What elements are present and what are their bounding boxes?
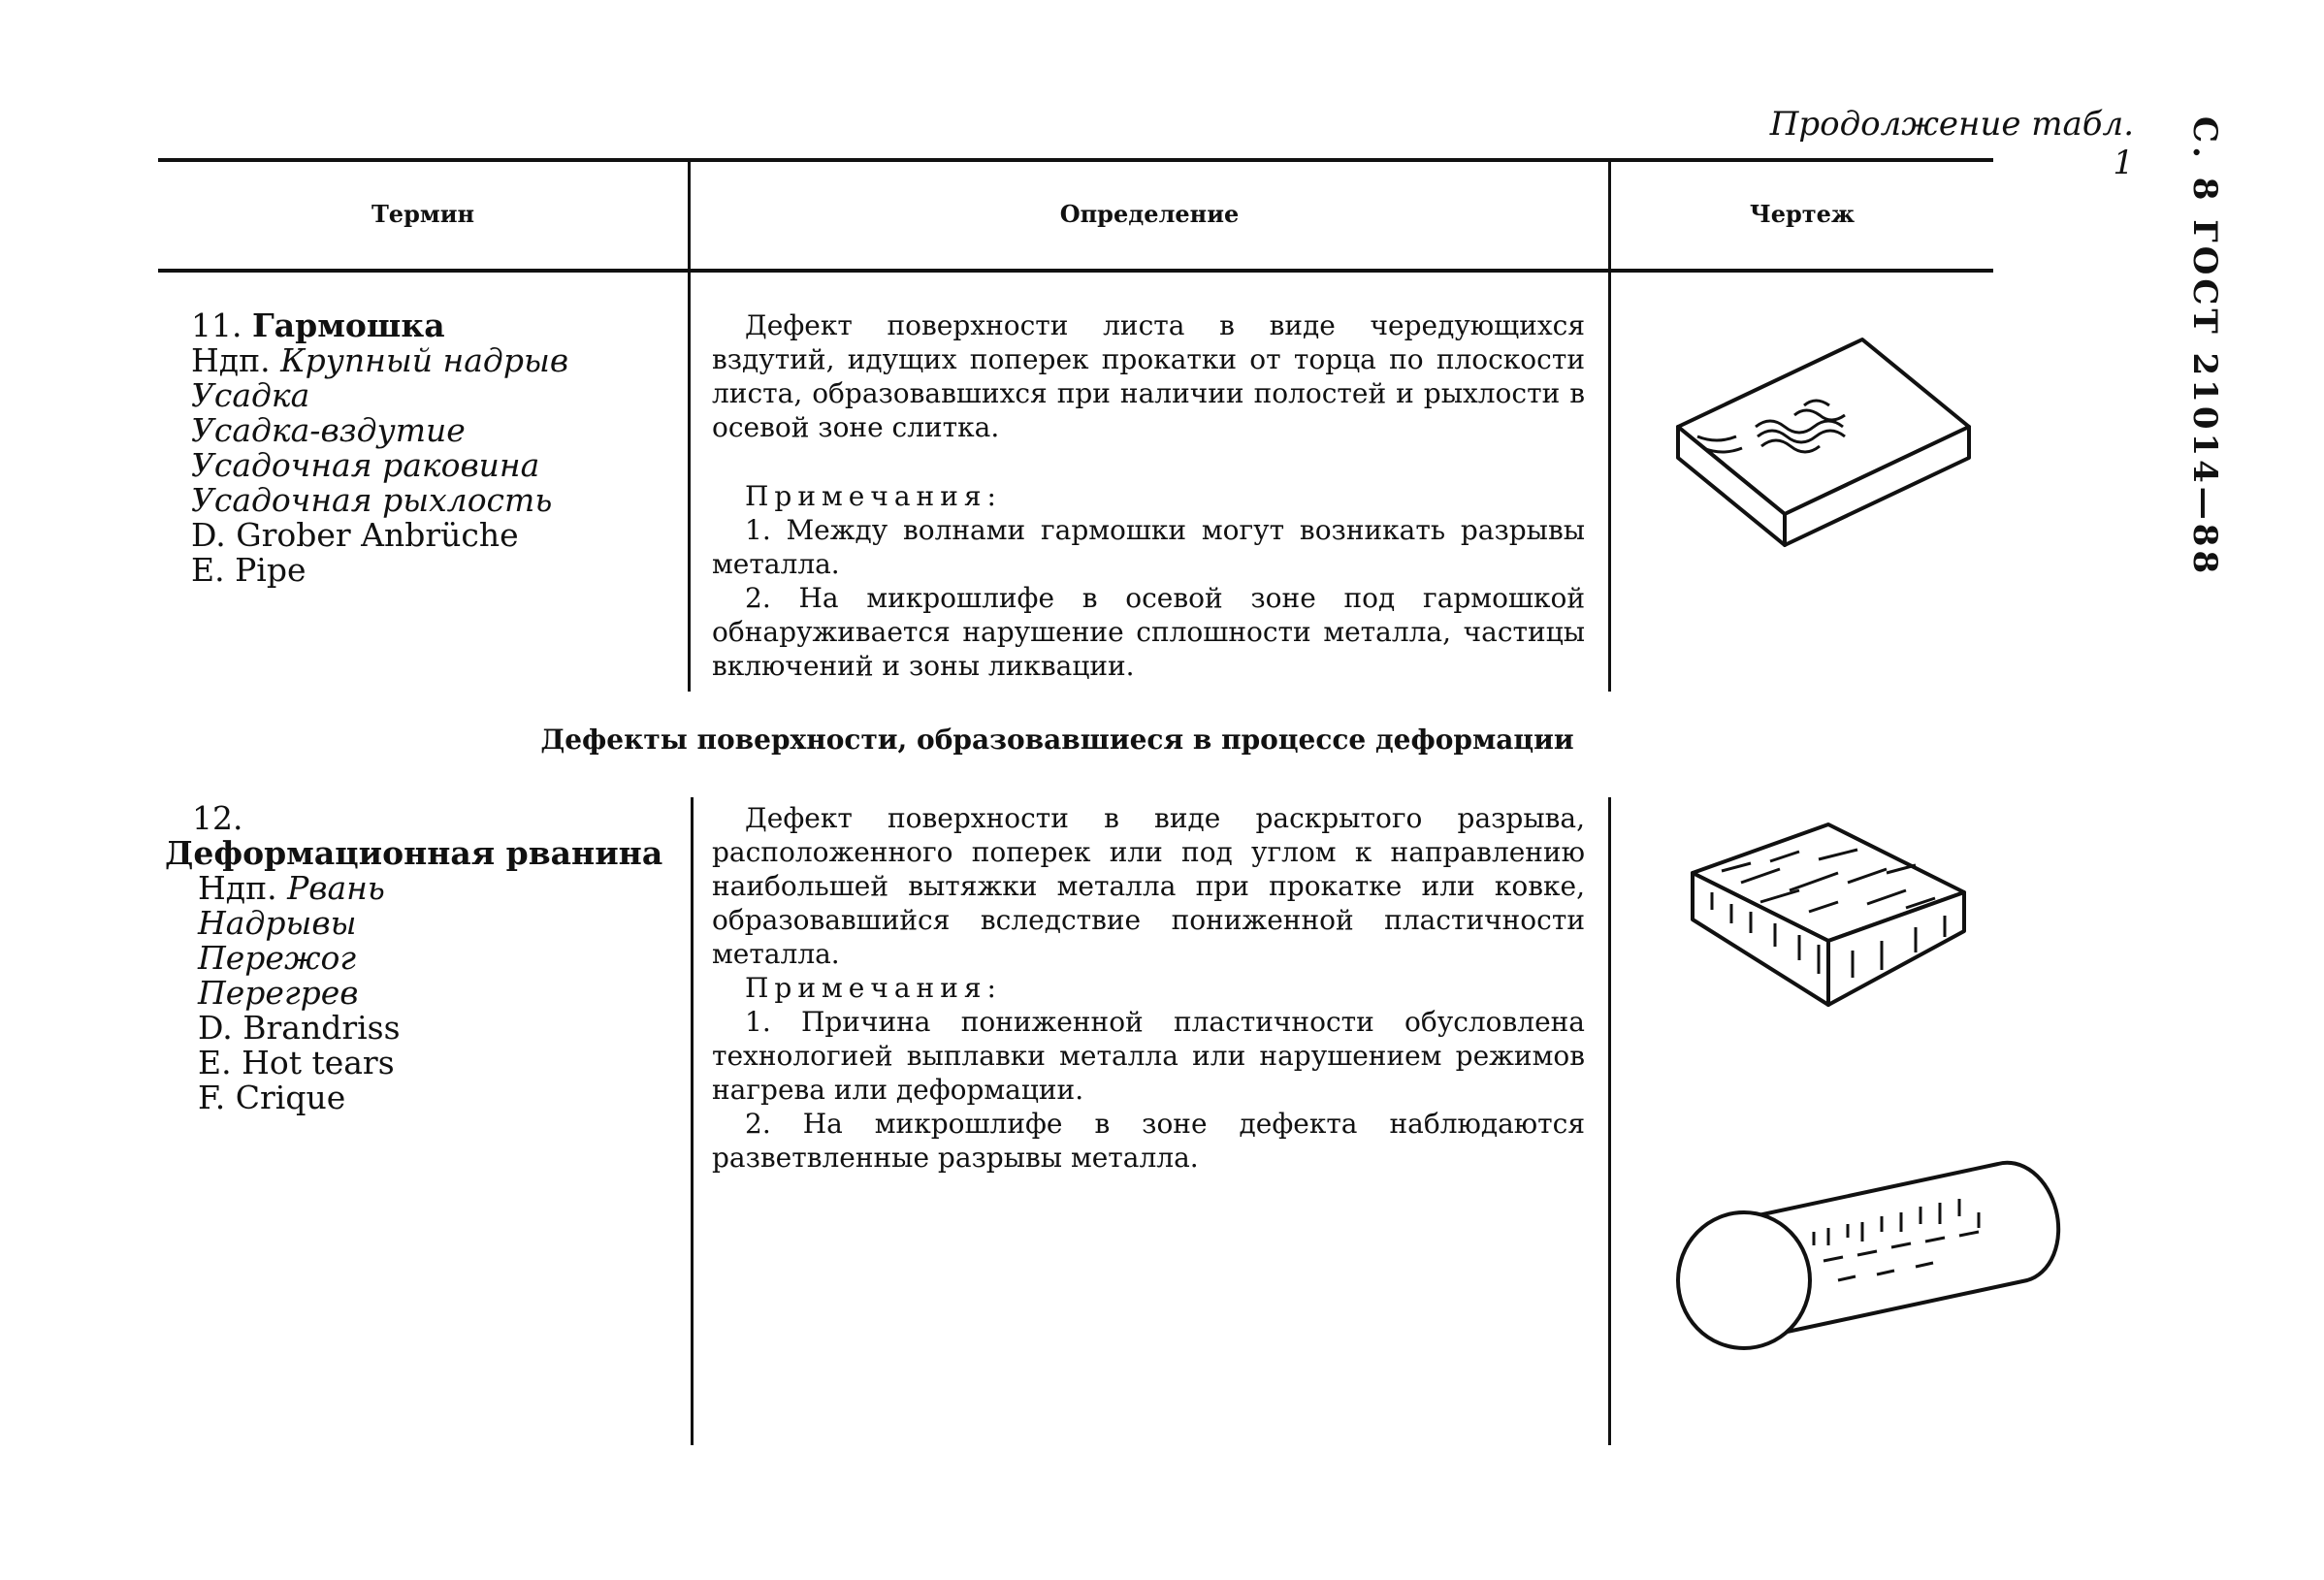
drawing-plate-accordion — [1668, 320, 1979, 553]
column-divider-2b — [1608, 797, 1611, 1445]
column-divider-1b — [691, 797, 694, 1445]
notes-title: Примечания: — [745, 972, 1002, 1004]
term-title: Гармошка — [251, 306, 445, 344]
foreign-equivalent: E. Pipe — [191, 551, 307, 589]
column-divider-2 — [1608, 158, 1611, 692]
definition-text: Дефект поверхности в виде раскрытого разрыва, расположенного поперек или под углом к направлению наибольшей вытяжки металла при прокатке или ковке, образовавшийся вследствие пониженной пластичности металла. — [712, 802, 1585, 970]
ndp-term: Перегрев — [198, 974, 359, 1012]
foreign-equivalent: D. Grober Anbrüche — [191, 516, 519, 554]
column-header-drawing: Чертеж — [1749, 200, 1856, 228]
column-header-term: Термин — [371, 200, 475, 228]
ndp-prefix: Ндп. — [191, 341, 271, 379]
ndp-term: Рвань — [287, 869, 385, 907]
term-title: Деформационная рванина — [165, 834, 663, 872]
foreign-equivalent: E. Hot tears — [198, 1044, 395, 1081]
gost-page-label: С. 8 ГОСТ 21014—88 — [2185, 116, 2224, 578]
column-header-definition: Определение — [1059, 200, 1240, 228]
definition-cell-11 — [712, 308, 1585, 683]
ndp-term: Усадка-вздутие — [191, 411, 466, 449]
table-header-bottom-rule — [158, 269, 1993, 273]
note-item: 2. На микрошлифе в зоне дефекта наблюдаются разветвленные разрывы металла. — [712, 1108, 1585, 1174]
foreign-equivalent: D. Brandriss — [198, 1009, 401, 1047]
definition-cell-12 — [712, 801, 1585, 1175]
notes-title: Примечания: — [745, 480, 1002, 512]
note-item: 1. Между волнами гармошки могут возникать разрывы металла. — [712, 514, 1585, 580]
ndp-prefix: Ндп. — [198, 869, 277, 907]
ndp-term: Крупный надрыв — [280, 341, 569, 379]
drawing-block-hot-tears — [1683, 815, 1974, 1018]
ndp-term: Усадка — [191, 376, 310, 414]
note-item: 2. На микрошлифе в осевой зоне под гармошкой обнаруживается нарушение сплошности металла, частицы включений и зоны ликвации. — [712, 582, 1585, 682]
page-side-label — [2178, 116, 2236, 578]
term-number: 12. — [192, 799, 243, 837]
column-divider-1 — [688, 158, 691, 692]
ndp-term: Усадочная раковина — [191, 446, 540, 484]
ndp-term: Пережог — [198, 939, 357, 977]
table-top-rule — [158, 158, 1993, 162]
ndp-term: Надрывы — [198, 904, 357, 942]
ndp-term: Усадочная рыхлость — [191, 481, 553, 519]
term-cell-11 — [191, 308, 568, 588]
term-cell-12 — [163, 801, 682, 1115]
drawing-round-bar — [1668, 1154, 2076, 1387]
table-continuation-caption: Продолжение табл. 1 — [1769, 105, 2134, 182]
definition-text: Дефект поверхности листа в виде чередующихся вздутий, идущих поперек прокатки от торца по плоскости листа, образовавшихся при наличии полостей и рыхлости в осевой зоне слитка. — [712, 309, 1585, 443]
term-number: 11. — [191, 306, 242, 344]
section-title: Дефекты поверхности, образовавшиеся в процессе деформации — [540, 724, 1574, 756]
note-item: 1. Причина пониженной пластичности обусловлена технологией выплавки металла или нарушением режимов нагрева или деформации. — [712, 1006, 1585, 1106]
foreign-equivalent: F. Crique — [198, 1079, 346, 1116]
